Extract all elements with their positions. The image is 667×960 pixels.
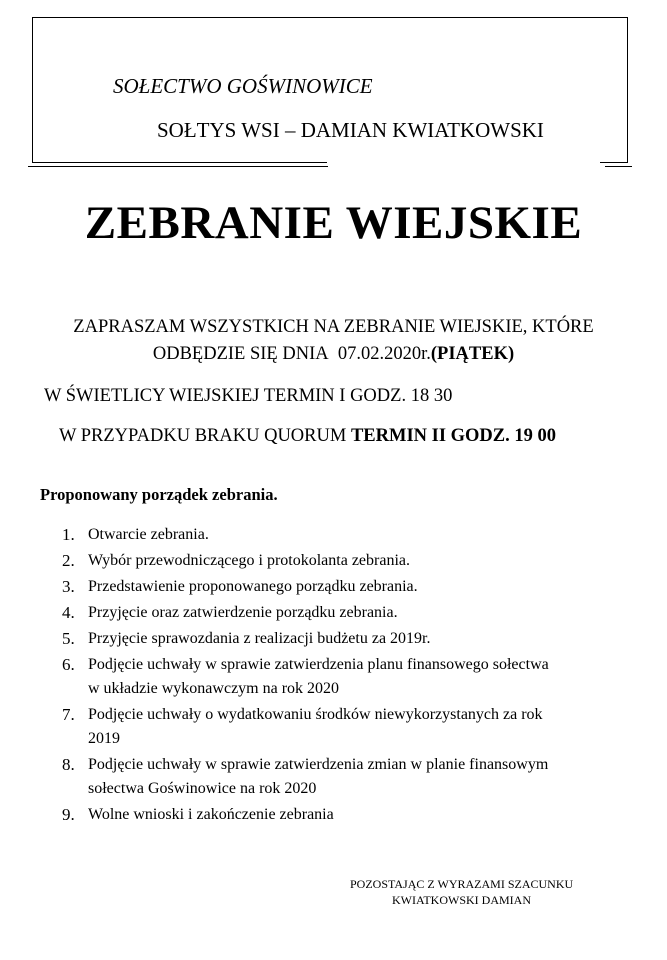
agenda-item-text: Otwarcie zebrania.	[88, 526, 209, 543]
agenda-item-number: 7.	[62, 705, 75, 724]
organization-name: SOŁECTWO GOŚWINOWICE	[113, 74, 373, 98]
frame-top-line	[32, 17, 628, 18]
quorum-prefix: W PRZYPADKU BRAKU QUORUM	[59, 426, 347, 446]
meeting-day: (PIĄTEK)	[430, 344, 515, 364]
invitation-line-2	[0, 344, 667, 365]
agenda-item-text: Podjęcie uchwały w sprawie zatwierdzenia zmian w planie finansowym	[88, 756, 549, 773]
agenda-item-number: 1.	[62, 525, 75, 544]
document-title: ZEBRANIE WIEJSKIE	[84, 197, 583, 249]
agenda-item	[62, 549, 642, 573]
agenda-item-text: Podjęcie uchwały w sprawie zatwierdzenia planu finansowego sołectwa	[88, 656, 549, 673]
agenda-title: Proponowany porządek zebrania.	[40, 485, 278, 504]
invitation-prefix: ODBĘDZIE SIĘ DNIA	[152, 344, 329, 364]
meeting-location: W ŚWIETLICY WIEJSKIEJ TERMIN I GODZ. 18 30	[44, 386, 453, 406]
agenda-item-number: 4.	[62, 603, 75, 622]
second-term: TERMIN II GODZ. 19 00	[350, 426, 557, 446]
agenda-item-text: Przyjęcie oraz zatwierdzenie porządku zebrania.	[88, 604, 398, 621]
agenda-item	[62, 803, 642, 827]
quorum-note	[59, 426, 556, 447]
agenda-item-text: Przedstawienie proponowanego porządku zebrania.	[88, 578, 418, 595]
agenda-item-text: Wolne wnioski i zakończenie zebrania	[88, 806, 334, 823]
frame-left-line	[32, 17, 33, 162]
agenda-item	[62, 601, 642, 625]
agenda-item-number: 3.	[62, 577, 75, 596]
agenda-item-text: Przyjęcie sprawozdania z realizacji budżetu za 2019r.	[88, 630, 431, 647]
agenda-item-number: 8.	[62, 755, 75, 774]
agenda-item-number: 6.	[62, 655, 75, 674]
meeting-date: 07.02.2020r.	[337, 344, 431, 364]
signature-name: KWIATKOWSKI DAMIAN	[392, 893, 531, 907]
agenda-item-text-continued: sołectwa Goświnowice na rok 2020	[88, 780, 317, 797]
agenda-item-number: 2.	[62, 551, 75, 570]
frame-underline-left	[28, 166, 328, 167]
frame-bottom-left-line	[32, 162, 327, 163]
agenda-item-number: 9.	[62, 805, 75, 824]
soltys-name: SOŁTYS WSI – DAMIAN KWIATKOWSKI	[157, 118, 544, 142]
invitation-line-1: ZAPRASZAM WSZYSTKICH NA ZEBRANIE WIEJSKIE, KTÓRE	[73, 317, 594, 337]
agenda-item	[62, 523, 642, 547]
agenda-item-text-continued: 2019	[88, 730, 120, 747]
agenda-list	[62, 523, 642, 829]
agenda-item-text-continued: w układzie wykonawczym na rok 2020	[88, 680, 340, 697]
frame-underline-right	[605, 166, 632, 167]
frame-right-line	[627, 17, 628, 162]
agenda-item	[62, 575, 642, 599]
agenda-item	[62, 653, 642, 701]
closing-salutation: POZOSTAJĄC Z WYRAZAMI SZACUNKU	[350, 877, 574, 891]
agenda-item-text: Podjęcie uchwały o wydatkowaniu środków niewykorzystanych za rok	[88, 706, 543, 723]
agenda-item	[62, 627, 642, 651]
agenda-item-text: Wybór przewodniczącego i protokolanta zebrania.	[88, 552, 410, 569]
agenda-item	[62, 753, 642, 801]
frame-bottom-right-line	[600, 162, 628, 163]
agenda-item-number: 5.	[62, 629, 75, 648]
agenda-item	[62, 703, 642, 751]
